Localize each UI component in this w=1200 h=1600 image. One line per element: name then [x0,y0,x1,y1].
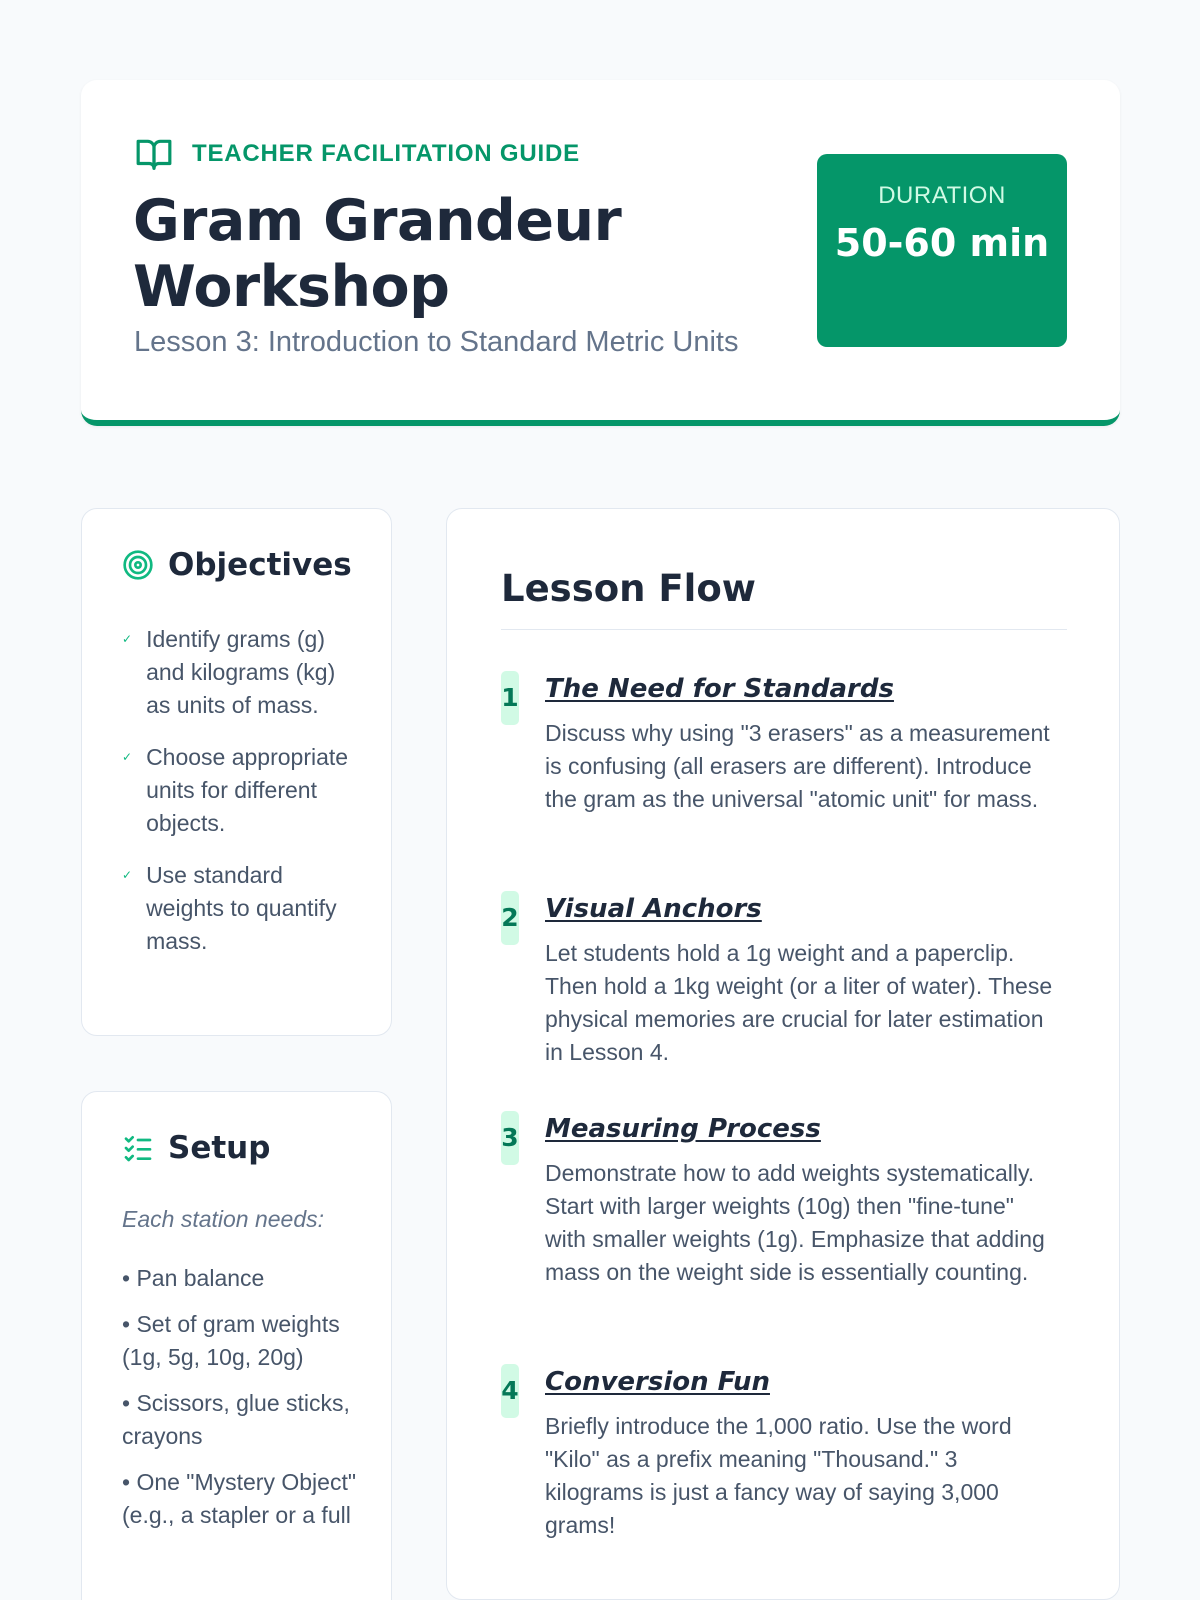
duration-badge [817,154,1067,347]
list-item: • Set of gram weights (1g, 5g, 10g, 20g) [122,1311,340,1370]
list-item: • One "Mystery Object" (e.g., a stapler or a full [122,1469,356,1528]
step-title: Measuring Process [545,1114,821,1144]
eyebrow-label: TEACHER FACILITATION GUIDE [192,140,580,167]
page-subtitle: Lesson 3: Introduction to Standard Metric Units [134,326,739,358]
check-icon: ✓ [122,632,133,646]
objectives-heading [122,547,352,583]
page-title: Gram Grandeur Workshop [133,188,622,320]
setup-card [81,1091,392,1600]
duration-value: 50-60 min [834,221,1050,265]
step-description: Briefly introduce the 1,000 ratio. Use the word "Kilo" as a prefix meaning "Thousand." 3 kilograms is just a fancy way of saying 3,000 grams! [545,1413,1012,1538]
step-number: 1 [501,671,519,725]
step-description: Discuss why using "3 erasers" as a measurement is confusing (all erasers are different). Introduce the gram as the universal "atomic unit" for mass. [545,720,1050,812]
checklist-icon [122,1132,154,1164]
list-item [122,623,362,722]
list-item: • Scissors, glue sticks, crayons [122,1390,350,1449]
list-item [122,741,362,840]
lesson-flow-heading: Lesson Flow [501,567,756,610]
objectives-list [122,623,362,977]
step-number: 3 [501,1111,519,1165]
step-description: Demonstrate how to add weights systematically. Start with larger weights (10g) then "fine-tune" with smaller weights (1g). Emphasize that adding mass on the weight side is essentially counting. [545,1160,1045,1285]
check-icon: ✓ [122,750,133,764]
lesson-flow-card [446,508,1120,1600]
setup-heading [122,1130,270,1166]
objectives-heading-label: Objectives [168,547,352,583]
step-number: 2 [501,891,519,945]
objective-text: Choose appropriate units for different objects. [146,744,349,836]
target-icon [122,549,154,581]
step-title: Visual Anchors [545,894,762,924]
list-item [122,859,362,958]
eyebrow [134,135,580,173]
objective-text: Identify grams (g) and kilograms (kg) as units of mass. [146,626,336,718]
header-card [81,80,1120,426]
divider [501,629,1067,630]
step-title: The Need for Standards [545,674,894,704]
check-icon: ✓ [122,868,133,882]
duration-label: DURATION [878,182,1006,209]
step-title: Conversion Fun [545,1367,770,1397]
step-number: 4 [501,1364,519,1418]
objectives-card [81,508,392,1036]
setup-intro: Each station needs: [122,1206,325,1232]
objective-text: Use standard weights to quantify mass. [146,862,337,954]
open-book-icon [134,135,174,173]
setup-heading-label: Setup [168,1130,271,1166]
step-description: Let students hold a 1g weight and a paperclip. Then hold a 1kg weight (or a liter of water). These physical memories are crucial for later estimation in Lesson 4. [545,940,1053,1065]
list-item: • Pan balance [122,1265,265,1291]
setup-list [122,1262,362,1545]
